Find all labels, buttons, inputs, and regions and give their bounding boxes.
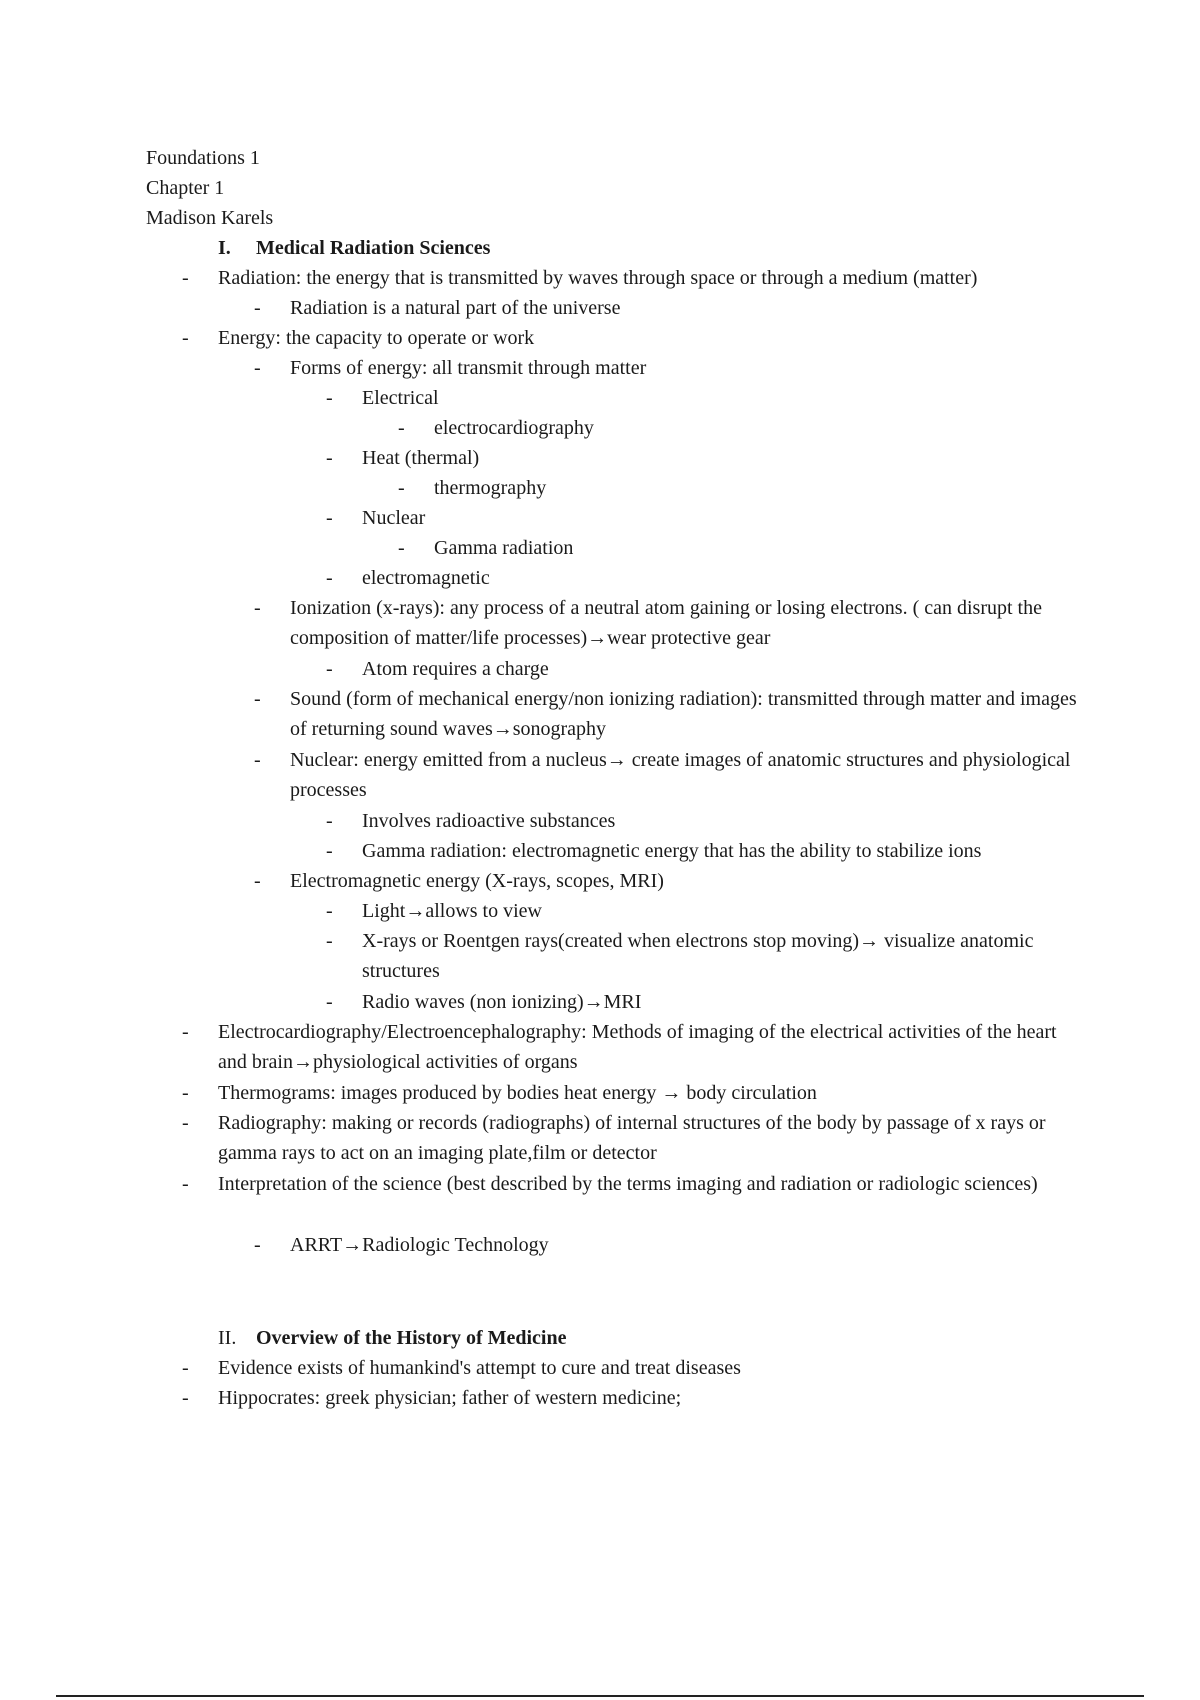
list-item-text: ARRT→Radiologic Technology <box>290 1234 549 1256</box>
list-item-text: Involves radioactive substances <box>362 810 616 832</box>
list-item <box>326 383 1078 413</box>
list-item-text: Heat (thermal) <box>362 447 480 469</box>
list-item <box>254 353 1078 383</box>
bullet-dash: - <box>254 1234 261 1256</box>
list-item <box>254 745 1078 806</box>
bullet-dash: - <box>182 1112 189 1134</box>
bullet-dash: - <box>182 1357 189 1379</box>
section-heading-2 <box>218 1323 566 1353</box>
bullet-dash: - <box>182 327 189 349</box>
bullet-dash: - <box>326 840 333 862</box>
bullet-dash: - <box>182 1021 189 1043</box>
bullet-dash: - <box>326 567 333 589</box>
list-item-text: Atom requires a charge <box>362 658 549 680</box>
list-item-text: Electrical <box>362 387 439 409</box>
bullet-dash: - <box>254 297 261 319</box>
bullet-dash: - <box>254 749 261 771</box>
list-item-text: Ionization (x-rays): any process of a neutral atom gaining or losing electrons. ( can disrupt the composition of matter/life processes)→wear protective gear <box>290 597 1042 650</box>
list-item <box>182 1353 1078 1383</box>
bullet-dash: - <box>254 870 261 892</box>
bullet-dash: - <box>182 267 189 289</box>
bullet-dash: - <box>326 507 333 529</box>
list-item-text: Nuclear: energy emitted from a nucleus→ create images of anatomic structures and physiological processes <box>290 749 1071 802</box>
list-item <box>254 684 1078 745</box>
list-item-text: Energy: the capacity to operate or work <box>218 327 535 349</box>
list-item <box>326 926 1078 987</box>
list-item <box>326 654 1078 684</box>
section-number: I. <box>218 237 231 259</box>
list-item-text: Hippocrates: greek physician; father of western medicine; <box>218 1387 682 1409</box>
list-item <box>182 1017 1078 1078</box>
list-item-text: Radiation: the energy that is transmitted by waves through space or through a medium (matter) <box>218 267 978 289</box>
section-number: II. <box>218 1327 237 1349</box>
page-bottom-rule <box>56 1695 1144 1697</box>
section-title: Medical Radiation Sciences <box>256 237 491 259</box>
bullet-dash: - <box>398 417 405 439</box>
list-item <box>398 413 1078 443</box>
chapter-label: Chapter 1 <box>146 177 225 199</box>
bullet-dash: - <box>326 387 333 409</box>
bullet-dash: - <box>326 991 333 1013</box>
list-item-text: Interpretation of the science (best described by the terms imaging and radiation or radiologic sciences) <box>218 1173 1038 1195</box>
bullet-dash: - <box>182 1173 189 1195</box>
course-title: Foundations 1 <box>146 147 260 169</box>
author-name: Madison Karels <box>146 207 274 229</box>
list-item-text: Radiography: making or records (radiographs) of internal structures of the body by passage of x rays or gamma rays to act on an imaging plate,film or detector <box>218 1112 1046 1165</box>
section-heading-1 <box>218 233 490 263</box>
list-item-text: electrocardiography <box>434 417 594 439</box>
list-item <box>398 473 1078 503</box>
bullet-dash: - <box>326 900 333 922</box>
list-item-text: Radiation is a natural part of the universe <box>290 297 621 319</box>
list-item-text: Thermograms: images produced by bodies heat energy → body circulation <box>218 1082 817 1104</box>
list-item-text: Gamma radiation: electromagnetic energy that has the ability to stabilize ions <box>362 840 982 862</box>
list-item <box>398 533 1078 563</box>
list-item-text: electromagnetic <box>362 567 490 589</box>
list-item <box>182 1108 1078 1169</box>
bullet-dash: - <box>326 810 333 832</box>
list-item-text: Gamma radiation <box>434 537 574 559</box>
bullet-dash: - <box>326 447 333 469</box>
list-item <box>326 987 1078 1017</box>
bullet-dash: - <box>398 477 405 499</box>
list-item <box>326 563 1078 593</box>
list-item <box>254 1230 1078 1260</box>
list-item-text: Evidence exists of humankind's attempt to cure and treat diseases <box>218 1357 741 1379</box>
bullet-dash: - <box>326 930 333 952</box>
list-item-text: Sound (form of mechanical energy/non ionizing radiation): transmitted through matter and images of returning sound waves→sonography <box>290 688 1077 741</box>
bullet-dash: - <box>254 688 261 710</box>
bullet-dash: - <box>254 357 261 379</box>
list-item <box>182 263 1078 293</box>
list-item-text: thermography <box>434 477 547 499</box>
bullet-dash: - <box>326 658 333 680</box>
list-item <box>326 836 1078 866</box>
list-item-text: Electromagnetic energy (X-rays, scopes, MRI) <box>290 870 664 892</box>
list-item <box>182 1169 1078 1199</box>
list-item <box>326 896 1078 926</box>
list-item-text: Nuclear <box>362 507 426 529</box>
list-item <box>254 593 1078 654</box>
bullet-dash: - <box>182 1387 189 1409</box>
list-item-text: Forms of energy: all transmit through matter <box>290 357 647 379</box>
list-item-text: X-rays or Roentgen rays(created when electrons stop moving)→ visualize anatomic structures <box>362 930 1034 983</box>
list-item <box>326 503 1078 533</box>
bullet-dash: - <box>254 597 261 619</box>
list-item-text: Electrocardiography/Electroencephalography: Methods of imaging of the electrical activities of the heart and brain→physiological activities of organs <box>218 1021 1057 1074</box>
list-item-text: Radio waves (non ionizing)→MRI <box>362 991 642 1013</box>
list-item <box>326 443 1078 473</box>
bullet-dash: - <box>398 537 405 559</box>
list-item <box>326 806 1078 836</box>
list-item <box>254 293 1078 323</box>
list-item <box>182 1078 1078 1108</box>
list-item <box>182 323 1078 353</box>
list-item-text: Light→allows to view <box>362 900 542 922</box>
list-item <box>182 1383 1078 1413</box>
section-title: Overview of the History of Medicine <box>256 1327 567 1349</box>
bullet-dash: - <box>182 1082 189 1104</box>
list-item <box>254 866 1078 896</box>
